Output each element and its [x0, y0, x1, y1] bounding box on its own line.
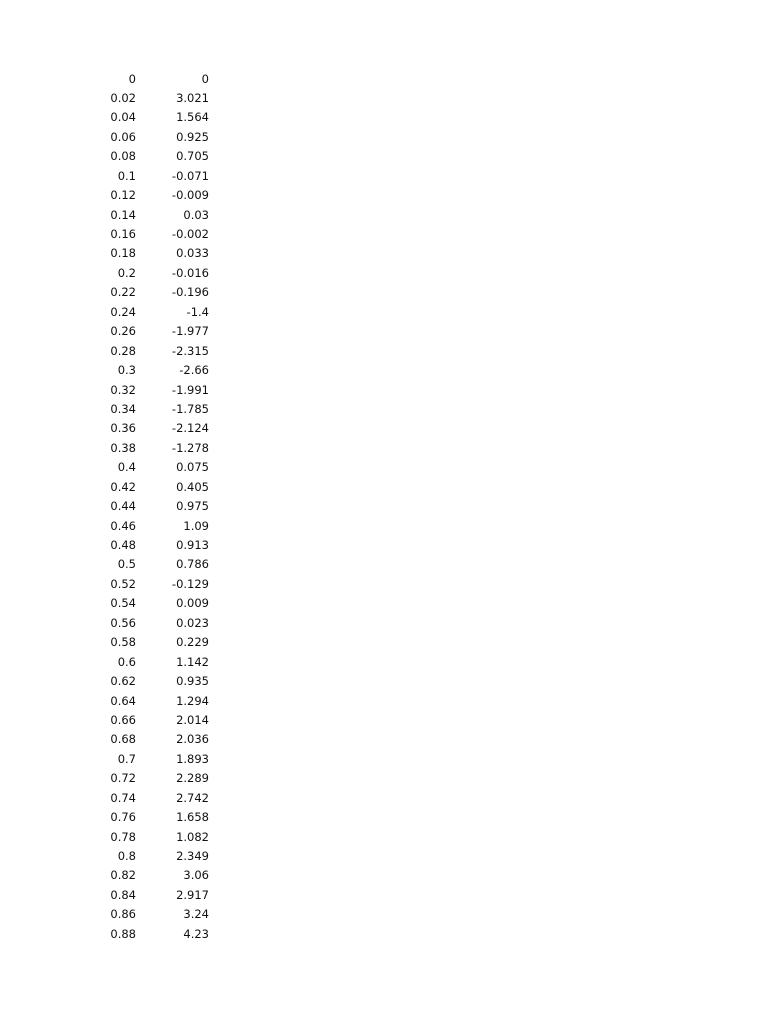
x-value-cell: 0.12 — [110, 188, 136, 203]
x-value-cell: 0.88 — [110, 926, 136, 941]
y-value-cell: 0.913 — [176, 538, 209, 552]
y-value-cell: 1.082 — [176, 829, 209, 844]
y-value-cell: -0.071 — [171, 168, 209, 183]
y-value-cell: 2.014 — [176, 712, 209, 727]
y-value-cell: 0 — [201, 71, 209, 86]
x-value-cell: 0.54 — [110, 596, 136, 611]
table-row — [0, 439, 768, 458]
x-value-cell: 0.44 — [110, 499, 136, 514]
y-value-cell: 2.917 — [176, 887, 209, 902]
table-row — [0, 458, 768, 477]
x-value-cell: 0.8 — [117, 849, 136, 863]
y-value-cell: 2.036 — [176, 732, 209, 747]
table-row — [0, 886, 768, 905]
x-value-cell: 0.74 — [110, 790, 136, 805]
x-value-cell: 0.4 — [117, 460, 136, 475]
y-value-cell: 0.229 — [176, 635, 209, 650]
x-value-cell: 0.26 — [110, 324, 136, 339]
table-row — [0, 517, 768, 536]
table-row — [0, 342, 768, 361]
x-value-cell: 0.3 — [117, 363, 136, 378]
table-row — [0, 750, 768, 769]
y-value-cell: 1.294 — [176, 693, 209, 708]
table-row — [0, 244, 768, 263]
x-value-cell: 0.42 — [110, 479, 136, 494]
y-value-cell: -2.124 — [171, 421, 209, 436]
table-row — [0, 147, 768, 166]
x-value-cell: 0.6 — [117, 654, 136, 669]
x-value-cell: 0.08 — [110, 149, 136, 164]
table-row — [0, 206, 768, 225]
x-value-cell: 0.22 — [110, 285, 136, 300]
table-row — [0, 264, 768, 283]
y-value-cell: 1.893 — [176, 751, 209, 766]
y-value-cell: 1.142 — [176, 654, 209, 669]
x-value-cell: 0.16 — [110, 227, 136, 241]
x-value-cell: 0.34 — [110, 401, 136, 416]
y-value-cell: 0.975 — [176, 499, 209, 514]
x-value-cell: 0.72 — [110, 771, 136, 786]
table-row — [0, 925, 768, 944]
y-value-cell: -0.196 — [171, 285, 209, 300]
x-value-cell: 0.7 — [117, 751, 136, 766]
y-value-cell: 0.405 — [176, 479, 209, 494]
table-row — [0, 633, 768, 652]
y-value-cell: -0.129 — [171, 576, 209, 591]
table-row — [0, 400, 768, 419]
y-value-cell: 0.009 — [176, 596, 209, 611]
table-row — [0, 108, 768, 127]
y-value-cell: 1.09 — [183, 518, 209, 533]
x-value-cell: 0.32 — [110, 382, 136, 397]
table-row — [0, 283, 768, 302]
y-value-cell: 1.658 — [176, 810, 209, 825]
table-row — [0, 730, 768, 749]
y-value-cell: -2.66 — [179, 363, 209, 378]
x-value-cell: 0.2 — [117, 265, 136, 280]
x-value-cell: 0.48 — [110, 538, 136, 552]
table-row — [0, 555, 768, 574]
table-row — [0, 614, 768, 633]
table-row — [0, 808, 768, 827]
x-value-cell: 0.62 — [110, 674, 136, 689]
table-row — [0, 789, 768, 808]
x-value-cell: 0.14 — [110, 207, 136, 222]
y-value-cell: 3.24 — [183, 907, 209, 922]
table-row — [0, 128, 768, 147]
y-value-cell: 2.349 — [176, 849, 209, 863]
x-value-cell: 0.66 — [110, 712, 136, 727]
table-row — [0, 866, 768, 885]
y-value-cell: 3.021 — [176, 90, 209, 105]
table-row — [0, 847, 768, 866]
y-value-cell: 0.03 — [183, 207, 209, 222]
table-row — [0, 653, 768, 672]
y-value-cell: 2.742 — [176, 790, 209, 805]
table-row — [0, 536, 768, 555]
table-row — [0, 167, 768, 186]
y-value-cell: 1.564 — [176, 110, 209, 125]
table-row — [0, 186, 768, 205]
y-value-cell: 0.925 — [176, 129, 209, 144]
table-row — [0, 478, 768, 497]
y-value-cell: -1.977 — [171, 324, 209, 339]
table-row — [0, 225, 768, 244]
y-value-cell: -0.016 — [171, 265, 209, 280]
y-value-cell: 2.289 — [176, 771, 209, 786]
y-value-cell: -1.991 — [171, 382, 209, 397]
table-row — [0, 381, 768, 400]
y-value-cell: -2.315 — [171, 343, 209, 358]
x-value-cell: 0.52 — [110, 576, 136, 591]
table-row — [0, 594, 768, 613]
table-row — [0, 361, 768, 380]
x-value-cell: 0.82 — [110, 868, 136, 883]
table-row — [0, 711, 768, 730]
x-value-cell: 0.04 — [110, 110, 136, 125]
x-value-cell: 0.78 — [110, 829, 136, 844]
y-value-cell: -1.785 — [171, 401, 209, 416]
x-value-cell: 0.64 — [110, 693, 136, 708]
y-value-cell: -1.4 — [186, 304, 209, 319]
table-row — [0, 769, 768, 788]
x-value-cell: 0.24 — [110, 304, 136, 319]
y-value-cell: 0.033 — [176, 246, 209, 261]
x-value-cell: 0.68 — [110, 732, 136, 747]
table-row — [0, 497, 768, 516]
data-table — [0, 70, 768, 945]
y-value-cell: -0.009 — [171, 188, 209, 203]
x-value-cell: 0 — [128, 71, 136, 86]
x-value-cell: 0.86 — [110, 907, 136, 922]
x-value-cell: 0.36 — [110, 421, 136, 436]
table-row — [0, 70, 768, 89]
table-row — [0, 828, 768, 847]
x-value-cell: 0.76 — [110, 810, 136, 825]
x-value-cell: 0.5 — [117, 557, 136, 572]
x-value-cell: 0.06 — [110, 129, 136, 144]
table-row — [0, 575, 768, 594]
table-row — [0, 905, 768, 924]
table-row — [0, 419, 768, 438]
y-value-cell: 0.935 — [176, 674, 209, 689]
x-value-cell: 0.56 — [110, 615, 136, 630]
x-value-cell: 0.38 — [110, 440, 136, 455]
y-value-cell: 3.06 — [183, 868, 209, 883]
y-value-cell: 4.23 — [183, 926, 209, 941]
y-value-cell: 0.786 — [176, 557, 209, 572]
y-value-cell: 0.075 — [176, 460, 209, 475]
y-value-cell: -1.278 — [171, 440, 209, 455]
table-row — [0, 322, 768, 341]
x-value-cell: 0.46 — [110, 518, 136, 533]
x-value-cell: 0.58 — [110, 635, 136, 650]
table-row — [0, 303, 768, 322]
table-row — [0, 672, 768, 691]
x-value-cell: 0.84 — [110, 887, 136, 902]
y-value-cell: 0.023 — [176, 615, 209, 630]
x-value-cell: 0.28 — [110, 343, 136, 358]
x-value-cell: 0.1 — [117, 168, 136, 183]
table-row — [0, 692, 768, 711]
y-value-cell: -0.002 — [171, 227, 209, 241]
y-value-cell: 0.705 — [176, 149, 209, 164]
table-row — [0, 89, 768, 108]
x-value-cell: 0.18 — [110, 246, 136, 261]
x-value-cell: 0.02 — [110, 90, 136, 105]
